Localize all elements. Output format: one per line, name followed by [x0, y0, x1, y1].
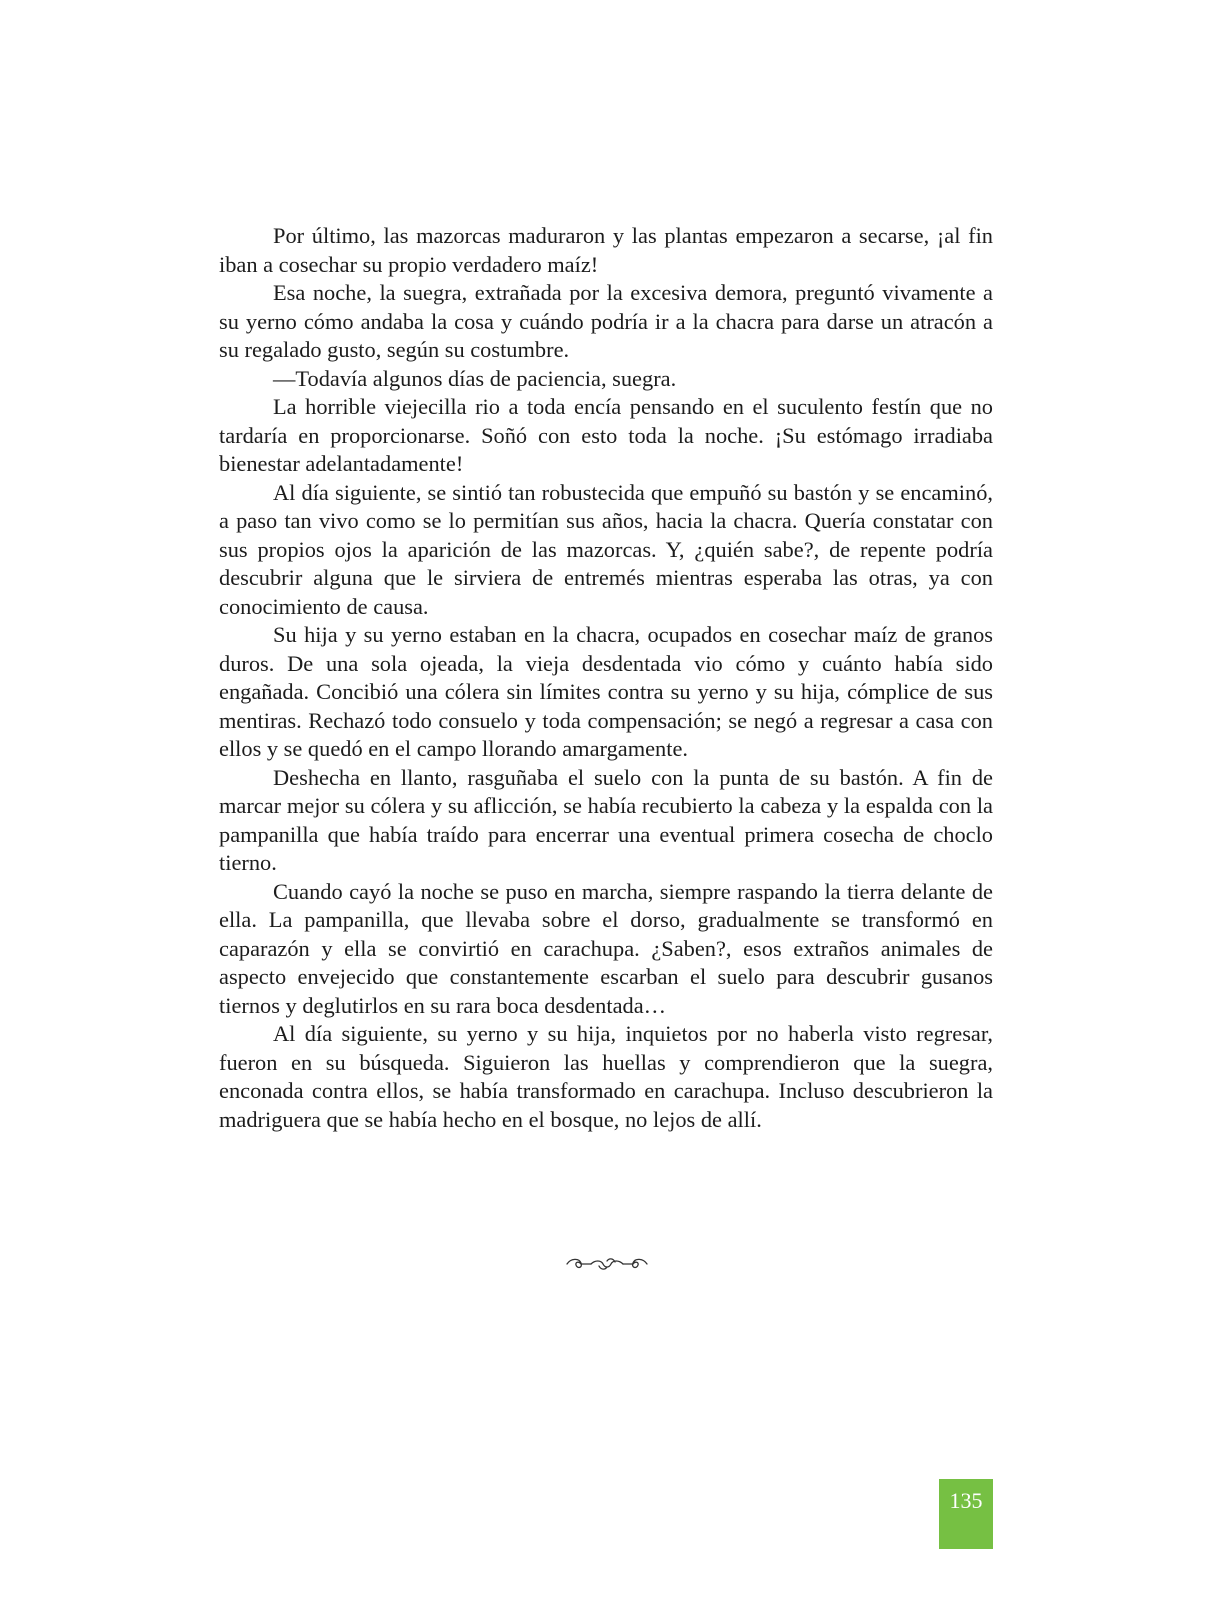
paragraph: Cuando cayó la noche se puso en marcha, siempre raspando la tierra delante de ella. La pampanilla, que llevaba sobre el dorso, gradualmente se transformó en caparazón y ella se convirtió en carachupa. ¿Saben?, esos extraños animales de aspecto envejecido que constantemente escarban el suelo para descubrir gusanos tiernos y deglutirlos en su rara boca desdentada…	[219, 878, 993, 1018]
paragraph: Su hija y su yerno estaban en la chacra, ocupados en cosechar maíz de granos duros. De una sola ojeada, la vieja desdentada vio cómo y cuánto había sido engañada. Concibió una cólera sin límites contra su yerno y su hija, cómplice de sus mentiras. Rechazó todo consuelo y toda compensación; se negó a regresar a casa con ellos y se quedó en el campo llorando amargamente.	[219, 622, 993, 761]
paragraph: Deshecha en llanto, rasguñaba el suelo con la punta de su bastón. A fin de marcar mejor su cólera y su aflicción, se había recubierto la cabeza y la espalda con la pampanilla que había traído para encerrar una eventual primera cosecha de choclo tierno.	[219, 764, 993, 875]
paragraph: Al día siguiente, su yerno y su hija, inquietos por no haberla visto regresar, fueron en su búsqueda. Siguieron las huellas y comprendieron que la suegra, enconada contra ellos, se había transformado en carachupa. Incluso descubrieron la madriguera que se había hecho en el bosque, no lejos de allí.	[219, 1021, 993, 1132]
page-number-badge	[939, 1479, 993, 1549]
paragraph: Al día siguiente, se sintió tan robustecida que empuñó su bastón y se encaminó, a paso tan vivo como se lo permitían sus años, hacia la chacra. Quería constatar con sus propios ojos la aparición de las mazorcas. Y, ¿quién sabe?, de repente podría descubrir alguna que le sirviera de entremés mientras esperaba las otras, ya con conocimiento de causa.	[219, 479, 993, 619]
paragraph: —Todavía algunos días de paciencia, suegra.	[273, 365, 677, 391]
paragraph: Por último, las mazorcas maduraron y las plantas empezaron a secarse, ¡al fin iban a cosechar su propio verdadero maíz!	[219, 223, 993, 277]
paragraph: Esa noche, la suegra, extrañada por la excesiva demora, preguntó vivamente a su yerno cómo andaba la cosa y cuándo podría ir a la chacra para darse un atracón a su regalado gusto, según su costumbre.	[219, 280, 993, 362]
paragraph: La horrible viejecilla rio a toda encía pensando en el suculento festín que no tardaría en proporcionarse. Soñó con esto toda la noche. ¡Su estómago irradiaba bienestar adelantadamente!	[219, 394, 993, 476]
scroll-flourish-icon	[565, 1256, 649, 1272]
body-text	[219, 222, 993, 1134]
page-number: 135	[949, 1488, 983, 1513]
